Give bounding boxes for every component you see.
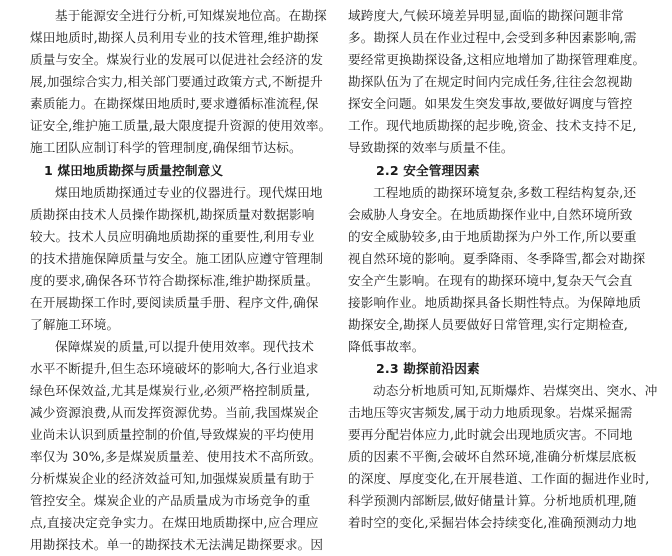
text-line: 探安全问题。如果发生突发事故,要做好调度与管控 bbox=[348, 96, 633, 111]
text-line: 动态分析地质可知,瓦斯爆炸、岩煤突出、突水、冲 bbox=[373, 383, 658, 398]
text-line: 安全产生影响。在现有的勘探环境中,复杂天气会直 bbox=[348, 273, 633, 288]
text-line: 展,加强综合实力,相关部门要通过政策方式,不断提升 bbox=[30, 74, 323, 89]
text-line: 基于能源安全进行分析,可知煤炭地位高。在勘探 bbox=[55, 8, 327, 23]
text-line: 的深度、厚度变化,在开展巷道、工作面的掘进作业时, bbox=[348, 471, 650, 486]
text-line: 接影响作业。地质勘探具备长期性特点。为保障地质 bbox=[348, 295, 642, 310]
text-line: 的技术措施保障质量与安全。施工团队应遵守管理制 bbox=[30, 251, 324, 266]
section-heading-2-2: 2.2 安全管理因素 bbox=[376, 163, 480, 178]
text-line: 工作。现代地质勘探的起步晚,资金、技术支持不足, bbox=[348, 118, 637, 133]
text-line: 点,直接决定竞争实力。在煤田地质勘探中,应合理应 bbox=[30, 515, 319, 530]
text-line: 分析煤炭企业的经济效益可知,加强煤炭质量有助于 bbox=[30, 471, 315, 486]
section-heading-2-3: 2.3 勘探前沿因素 bbox=[376, 361, 480, 376]
text-line: 质的因素不平衡,会破坏自然环境,准确分析煤层底板 bbox=[348, 449, 637, 464]
text-line: 水平不断提升,但生态环境破坏的影响大,各行业追求 bbox=[30, 361, 319, 376]
text-line: 用勘探技术。单一的勘探技术无法满足勘探要求。因 bbox=[30, 537, 324, 552]
text-line: 素质能力。在勘探煤田地质时,要求遵循标准流程,保 bbox=[30, 96, 319, 111]
text-line: 降低事故率。 bbox=[348, 339, 425, 354]
text-line: 度的要求,确保各环节符合勘探标准,维护勘探质量。 bbox=[30, 273, 319, 288]
text-line: 导致勘探的效率与质量不佳。 bbox=[348, 140, 514, 155]
text-line: 勘探安全,勘探人员要做好日常管理,实行定期检查, bbox=[348, 317, 629, 332]
text-line: 煤田地质勘探通过专业的仪器进行。现代煤田地 bbox=[55, 185, 323, 200]
text-line: 视自然环境的影响。夏季降雨、冬季降雪,都会对勘探 bbox=[348, 251, 646, 266]
text-line: 着时空的变化,采掘岩体会持续变化,准确预测动力地 bbox=[348, 515, 637, 530]
text-line: 了解施工环境。 bbox=[30, 317, 120, 332]
text-line: 证安全,维护施工质量,最大限度提升资源的使用效率。 bbox=[30, 118, 332, 133]
text-line: 率仅为 30%,多是煤炭质量差、使用技术不高所致。 bbox=[30, 449, 322, 464]
text-line: 科学预测内部断层,做好储量计算。分析地质机理,随 bbox=[348, 493, 637, 508]
text-line: 管控安全。煤炭企业的产品质量成为市场竞争的重 bbox=[30, 493, 311, 508]
text-line: 击地压等灾害频发,属于动力地质现象。岩煤采掘需 bbox=[348, 405, 633, 420]
text-line: 要再分配岩体应力,此时就会出现地质灾害。不同地 bbox=[348, 427, 633, 442]
text-line: 煤田地质时,勘探人员利用专业的技术管理,维护勘探 bbox=[30, 30, 319, 45]
text-line: 在开展勘探工作时,要阅读质量手册、程序文件,确保 bbox=[30, 295, 319, 310]
text-line: 业尚未认识到质量控制的价值,导致煤炭的平均使用 bbox=[30, 427, 315, 442]
text-line: 减少资源浪费,从而发挥资源优势。当前,我国煤炭企 bbox=[30, 405, 319, 420]
text-line: 施工团队应制订科学的管理制度,确保细节达标。 bbox=[30, 140, 302, 155]
section-heading-1: 1 煤田地质勘探与质量控制意义 bbox=[44, 163, 224, 178]
text-line: 勘探队伍为了在规定时间内完成任务,往往会忽视勘 bbox=[348, 74, 633, 89]
text-line: 较大。技术人员应明确地质勘探的重要性,利用专业 bbox=[30, 229, 315, 244]
text-line: 质量与安全。煤炭行业的发展可以促进社会经济的发 bbox=[30, 52, 324, 67]
text-line: 域跨度大,气候环境差异明显,面临的勘探问题非常 bbox=[348, 8, 624, 23]
text-line: 质勘探由技术人员操作勘探机,勘探质量对数据影响 bbox=[30, 207, 315, 222]
text-line: 绿色环保效益,尤其是煤炭行业,必须严格控制质量, bbox=[30, 383, 311, 398]
text-line: 要经常更换勘探设备,这相应地增加了勘探管理难度。 bbox=[348, 52, 646, 67]
text-line: 多。勘探人员在作业过程中,会受到多种因素影响,需 bbox=[348, 30, 637, 45]
text-line: 工程地质的勘探环境复杂,多数工程结构复杂,还 bbox=[373, 185, 637, 200]
text-line: 保障煤炭的质量,可以提升使用效率。现代技术 bbox=[55, 339, 315, 354]
text-line: 的安全威胁较多,由于地质勘探为户外工作,所以要重 bbox=[348, 229, 637, 244]
text-line: 会威胁人身安全。在地质勘探作业中,自然环境所致 bbox=[348, 207, 633, 222]
